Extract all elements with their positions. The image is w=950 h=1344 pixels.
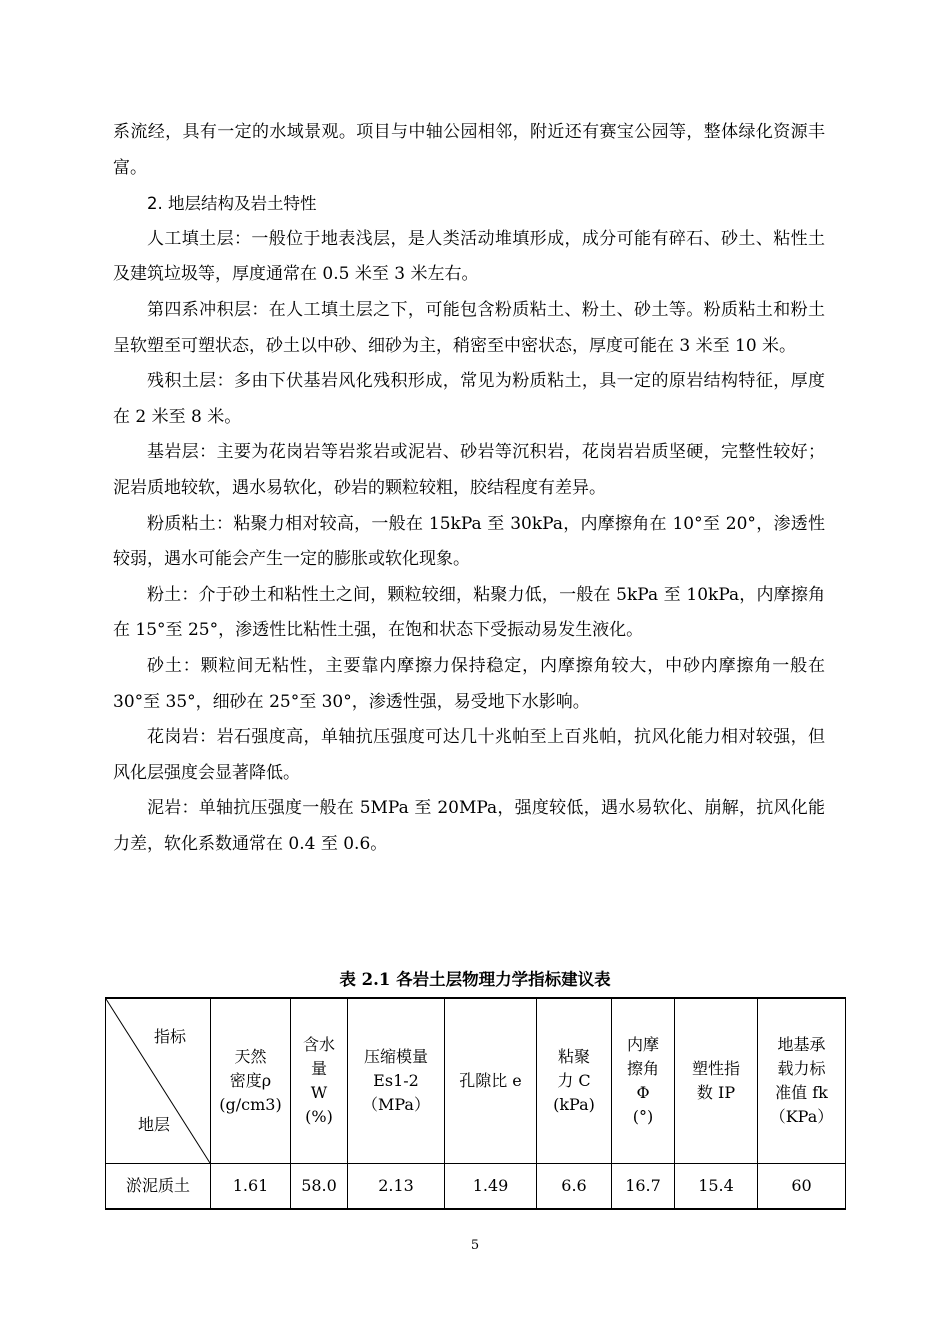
header-plasticity-index: 塑性指 数 IP [675, 998, 758, 1164]
cell-plasticity-index: 15.4 [675, 1164, 758, 1210]
header-friction-angle: 内摩 擦角 Φ (°) [612, 998, 675, 1164]
corner-layer-label: 地层 [138, 1115, 171, 1134]
table-caption: 表 2.1 各岩土层物理力学指标建议表 [339, 970, 611, 989]
paragraph: 泥岩：单轴抗压强度一般在 5MPa 至 20MPa，强度较低，遇水易软化、崩解，抗风化能力差，软化系数通常在 0.4 至 0.6。 [113, 798, 825, 854]
cell-friction-angle: 16.7 [612, 1164, 675, 1210]
header-bearing-capacity: 地基承 载力标 准值 fk （KPa） [758, 998, 846, 1164]
paragraph: 人工填土层：一般位于地表浅层，是人类活动堆填形成，成分可能有碎石、砂土、粘性土及建筑垃圾等，厚度通常在 0.5 米至 3 米左右。 [113, 228, 825, 285]
cell-bearing-capacity: 60 [758, 1164, 846, 1210]
paragraph: 粉质粘土：粘聚力相对较高，一般在 15kPa 至 30kPa，内摩擦角在 10°至 20°，渗透性较弱，遇水可能会产生一定的膨胀或软化现象。 [113, 513, 825, 570]
paragraph: 砂土：颗粒间无粘性，主要靠内摩擦力保持稳定，内摩擦角较大，中砂内摩擦角一般在 30°至 35°，细砂在 25°至 30°，渗透性强，易受地下水影响。 [113, 655, 825, 712]
paragraph: 粉土：介于砂土和粘性土之间，颗粒较细，粘聚力低，一般在 5kPa 至 10kPa，内摩擦角在 15°至 25°，渗透性比粘性土强，在饱和状态下受振动易发生液化。 [113, 584, 825, 641]
diagonal-line [106, 999, 210, 1163]
header-density: 天然 密度ρ (g/cm3) [211, 998, 291, 1164]
cell-layer: 淤泥质土 [106, 1164, 211, 1210]
section-heading: 2. 地层结构及岩土特性 [147, 194, 317, 214]
table-header-row [106, 998, 846, 1164]
paragraph: 残积土层：多由下伏基岩风化残积形成，常见为粉质粘土，具一定的原岩结构特征，厚度在 2 米至 8 米。 [113, 371, 825, 427]
header-void-ratio: 孔隙比 e [445, 998, 537, 1164]
cell-water-content: 58.0 [291, 1164, 348, 1210]
paragraph: 系流经，具有一定的水域景观。项目与中轴公园相邻，附近还有赛宝公园等，整体绿化资源丰富。 [113, 122, 825, 178]
corner-header-cell [106, 998, 211, 1164]
properties-table [105, 997, 846, 1210]
header-compression-modulus: 压缩模量 Es1-2 （MPa） [348, 998, 445, 1164]
paragraph: 花岗岩：岩石强度高，单轴抗压强度可达几十兆帕至上百兆帕，抗风化能力相对较强，但风化层强度会显著降低。 [113, 727, 825, 783]
header-cohesion: 粘聚 力 C (kPa) [537, 998, 612, 1164]
cell-compression-modulus: 2.13 [348, 1164, 445, 1210]
cell-void-ratio: 1.49 [445, 1164, 537, 1210]
paragraph: 基岩层：主要为花岗岩等岩浆岩或泥岩、砂岩等沉积岩，花岗岩岩质坚硬，完整性较好；泥岩质地较软，遇水易软化，砂岩的颗粒较粗，胶结程度有差异。 [113, 442, 825, 498]
paragraph: 第四系冲积层：在人工填土层之下，可能包含粉质粘土、粉土、砂土等。粉质粘土和粉土呈软塑至可塑状态，砂土以中砂、细砂为主，稍密至中密状态，厚度可能在 3 米至 10 米。 [113, 299, 825, 356]
table-row [106, 1164, 846, 1210]
header-water-content: 含水 量 W (%) [291, 998, 348, 1164]
cell-density: 1.61 [211, 1164, 291, 1210]
body-text [113, 115, 825, 862]
cell-cohesion: 6.6 [537, 1164, 612, 1210]
corner-indicator-label: 指标 [153, 1027, 186, 1046]
page-number: 5 [470, 1238, 480, 1253]
